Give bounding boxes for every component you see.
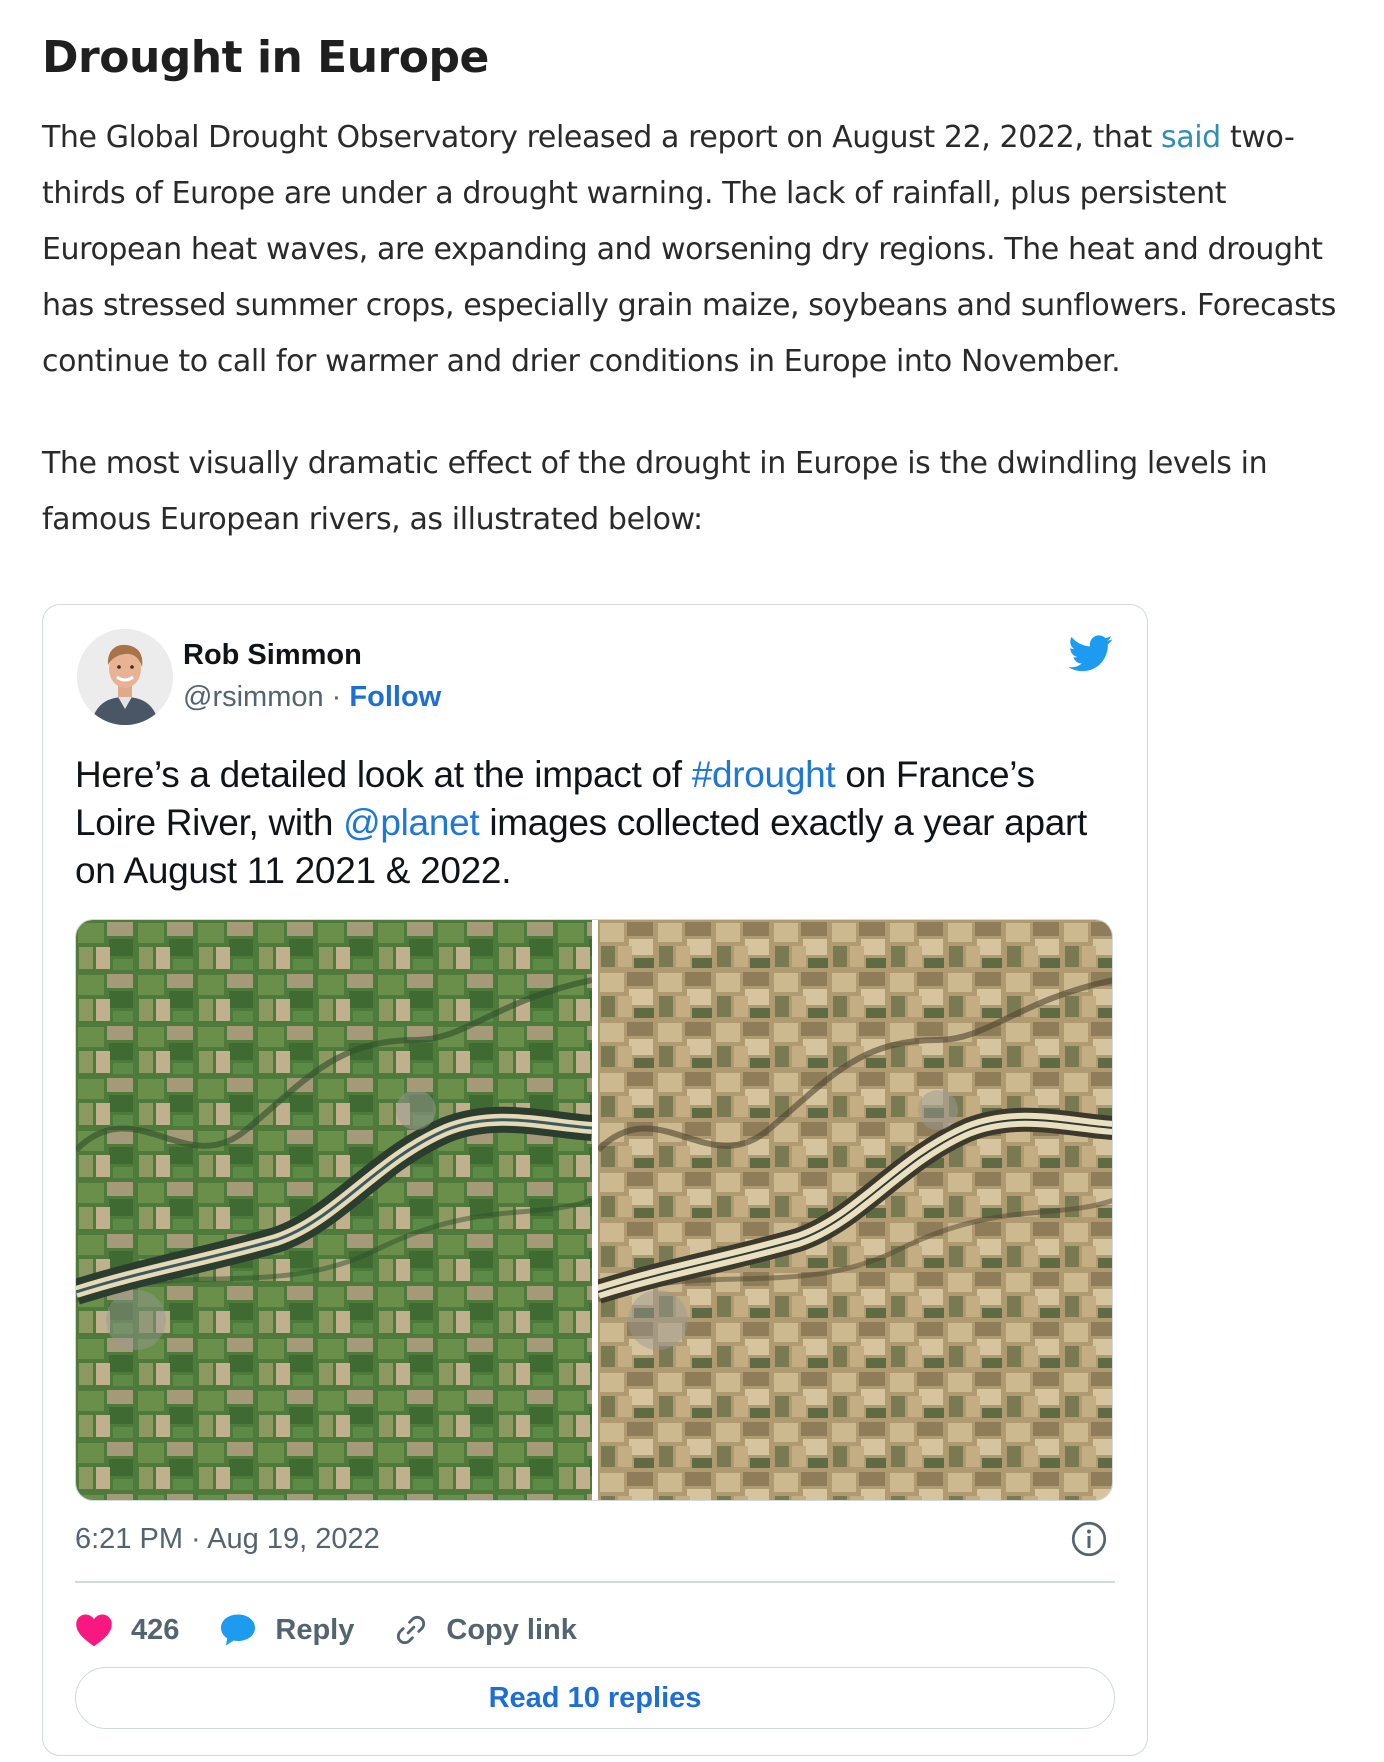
tweet-actions (75, 1605, 617, 1655)
twitter-bird-icon[interactable] (1067, 631, 1115, 675)
divider (75, 1581, 1115, 1583)
article-title: Drought in Europe (42, 32, 489, 83)
like-button[interactable] (75, 1613, 179, 1647)
author-name[interactable]: Rob Simmon (183, 639, 362, 671)
embedded-tweet (42, 604, 1148, 1756)
paragraph-1-text-a: The Global Drought Observatory released a report on August 22, 2022, that (42, 120, 1162, 155)
said-link[interactable]: said (1161, 120, 1221, 155)
article-paragraph-2: The most visually dramatic effect of the drought in Europe is the dwindling levels in famous European rivers, as illustrated below: (42, 446, 1268, 537)
reply-bubble-icon (219, 1613, 257, 1647)
reply-button[interactable] (219, 1613, 354, 1647)
satellite-image-2021[interactable] (76, 920, 592, 1501)
link-icon (394, 1613, 428, 1647)
tweet-text-part-2: on France’s Loire River, with (75, 754, 1035, 843)
satellite-image-2022[interactable] (598, 920, 1113, 1501)
avatar[interactable] (77, 629, 173, 725)
copy-link-button[interactable] (394, 1613, 577, 1647)
paragraph-1-text-b: two-thirds of Europe are under a drought warning. The lack of rainfall, plus persistent European heat waves, are expanding and worsening dry regions. The heat and drought has stressed summer crops, especially grain maize, soybeans and sunflowers. Forecasts continue to call for warmer and drier conditions in Europe into November. (42, 120, 1336, 379)
author-handle-line (183, 681, 441, 714)
follow-button[interactable]: Follow (349, 681, 442, 713)
tweet-timestamp[interactable]: 6:21 PM · Aug 19, 2022 (75, 1523, 380, 1555)
author-handle[interactable]: @rsimmon (183, 681, 324, 713)
like-count: 426 (131, 1613, 180, 1646)
hashtag-drought-link[interactable]: #drought (691, 754, 836, 795)
copy-link-label: Copy link (446, 1613, 577, 1646)
mention-planet-link[interactable]: @planet (343, 802, 480, 843)
tweet-text (75, 751, 1115, 895)
tweet-media[interactable] (75, 919, 1113, 1501)
read-replies-button[interactable]: Read 10 replies (75, 1667, 1115, 1729)
reply-label: Reply (275, 1613, 355, 1646)
article-paragraph-1 (42, 110, 1362, 390)
tweet-text-part-1: Here’s a detailed look at the impact of (75, 754, 692, 795)
info-icon[interactable] (1071, 1521, 1107, 1557)
heart-icon (75, 1613, 113, 1647)
article (42, 28, 1362, 548)
tweet-text-part-3: images collected exactly a year apart on August 11 2021 & 2022. (75, 802, 1088, 891)
handle-separator: · (323, 681, 350, 713)
